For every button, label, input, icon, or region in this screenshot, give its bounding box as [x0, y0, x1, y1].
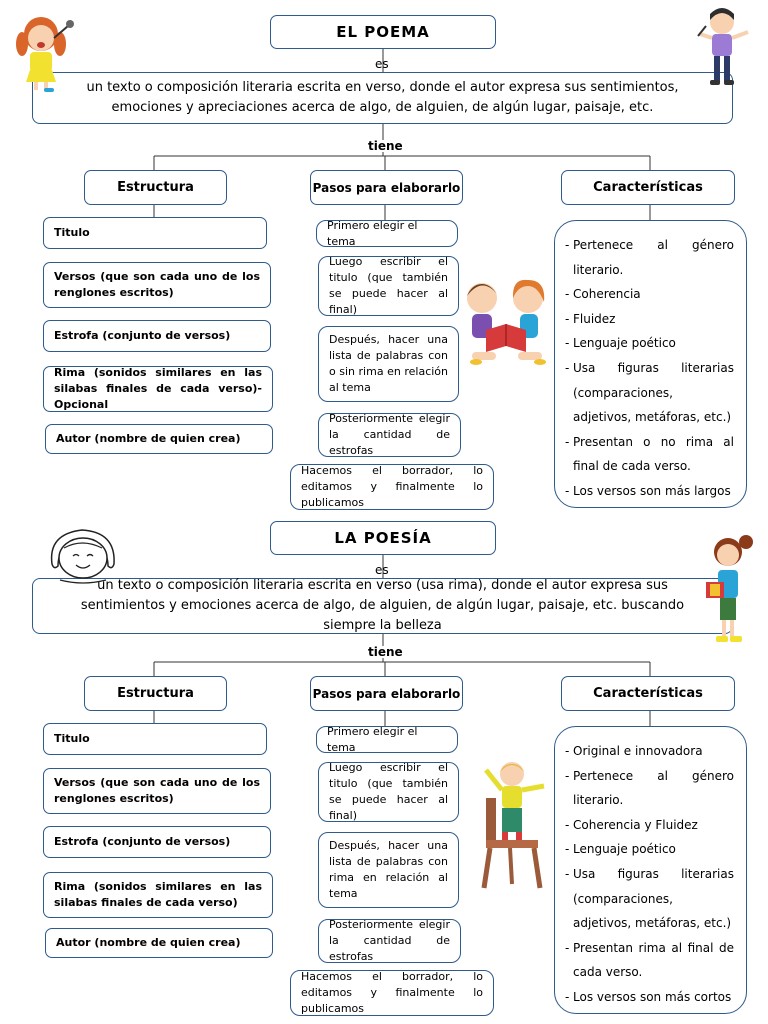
poesia-caracteristica-item: - Coherencia y Fluidez: [565, 813, 734, 838]
poesia-estructura-item: Autor (nombre de quien crea): [45, 928, 273, 958]
poesia-caracteristicas-list: [554, 726, 747, 1014]
girl-singing-illustration: [10, 8, 80, 94]
poema-caracteristica-item: - Usa figuras literarias (comparaciones, adjetivos, metáforas, etc.): [565, 356, 734, 430]
poesia-paso-item: Hacemos el borrador, lo editamos y finalmente lo publicamos: [290, 970, 494, 1016]
poesia-caracteristica-item: - Presentan rima al final de cada verso.: [565, 936, 734, 985]
poema-paso-item: Primero elegir el tema: [316, 220, 458, 247]
poema-estructura-item: Autor (nombre de quien crea): [45, 424, 273, 454]
poema-estructura-item: Rima (sonidos similares en las silabas finales de cada verso)- Opcional: [43, 366, 273, 412]
poesia-estructura-item: Versos (que son cada uno de los renglones escritos): [43, 768, 271, 814]
poema-tiene-label: tiene: [368, 139, 403, 153]
poesia-estructura-header: Estructura: [84, 676, 227, 711]
poesia-caracteristica-item: - Lenguaje poético: [565, 837, 734, 862]
poema-caracteristica-item: - Coherencia: [565, 282, 734, 307]
poesia-pasos-header: Pasos para elaborarlo: [310, 676, 463, 711]
poema-caracteristica-item: - Lenguaje poético: [565, 331, 734, 356]
poesia-paso-item: Posteriormente elegir la cantidad de estrofas: [318, 919, 461, 963]
poema-paso-item: Luego escribir el titulo (que también se puede hacer al final): [318, 256, 459, 316]
poesia-definition: un texto o composición literaria escrita en verso (usa rima), donde el autor expresa sus sentimientos y emociones acerca de algo, de alguien, de algún lugar, paisaje, etc. buscando siempre la belleza: [32, 578, 733, 634]
poema-es-label: es: [375, 57, 389, 71]
poema-estructura-item: Titulo: [43, 217, 267, 249]
poesia-tiene-label: tiene: [368, 645, 403, 659]
poema-pasos-header: Pasos para elaborarlo: [310, 170, 463, 205]
poesia-caracteristica-item: - Original e innovadora: [565, 739, 734, 764]
poema-caracteristica-item: - Presentan o no rima al final de cada verso.: [565, 430, 734, 479]
poema-definition: un texto o composición literaria escrita en verso, donde el autor expresa sus sentimientos, emociones y apreciaciones acerca de algo, de alguien, de algún lugar, paisaje, etc.: [32, 72, 733, 124]
poesia-es-label: es: [375, 563, 389, 577]
poesia-caracteristica-item: - Los versos son más cortos: [565, 985, 734, 1010]
poema-paso-item: Posteriormente elegir la cantidad de estrofas: [318, 413, 461, 457]
poema-caracteristicas-header: Características: [561, 170, 735, 205]
poesia-caracteristicas-header: Características: [561, 676, 735, 711]
poema-paso-item: Después, hacer una lista de palabras con o sin rima en relación al tema: [318, 326, 459, 402]
poesia-caracteristica-item: - Usa figuras literarias (comparaciones, adjetivos, metáforas, etc.): [565, 862, 734, 936]
girl-face-sketch-illustration: [42, 524, 124, 586]
poesia-paso-item: Después, hacer una lista de palabras con rima en relación al tema: [318, 832, 459, 908]
poesia-caracteristica-item: - Pertenece al género literario.: [565, 764, 734, 813]
poesia-paso-item: Primero elegir el tema: [316, 726, 458, 753]
poesia-estructura-item: Estrofa (conjunto de versos): [43, 826, 271, 858]
poesia-estructura-item: Titulo: [43, 723, 267, 755]
poesia-paso-item: Luego escribir el titulo (que también se puede hacer al final): [318, 762, 459, 822]
boy-singing-illustration: [692, 6, 754, 88]
poema-title: EL POEMA: [270, 15, 496, 49]
poema-estructura-item: Versos (que son cada uno de los renglones escritos): [43, 262, 271, 308]
poema-caracteristica-item: - Los versos son más largos: [565, 479, 734, 504]
poema-estructura-item: Estrofa (conjunto de versos): [43, 320, 271, 352]
poesia-estructura-item: Rima (sonidos similares en las silabas finales de cada verso): [43, 872, 273, 918]
poema-estructura-header: Estructura: [84, 170, 227, 205]
poesia-title: LA POESÍA: [270, 521, 496, 555]
poema-caracteristica-item: - Fluidez: [565, 307, 734, 332]
kids-reading-illustration: [460, 272, 554, 368]
girl-with-book-illustration: [702, 530, 758, 648]
poema-caracteristica-item: - Pertenece al género literario.: [565, 233, 734, 282]
boy-on-chair-illustration: [480, 756, 552, 890]
poema-caracteristicas-list: [554, 220, 747, 508]
poema-paso-item: Hacemos el borrador, lo editamos y finalmente lo publicamos: [290, 464, 494, 510]
